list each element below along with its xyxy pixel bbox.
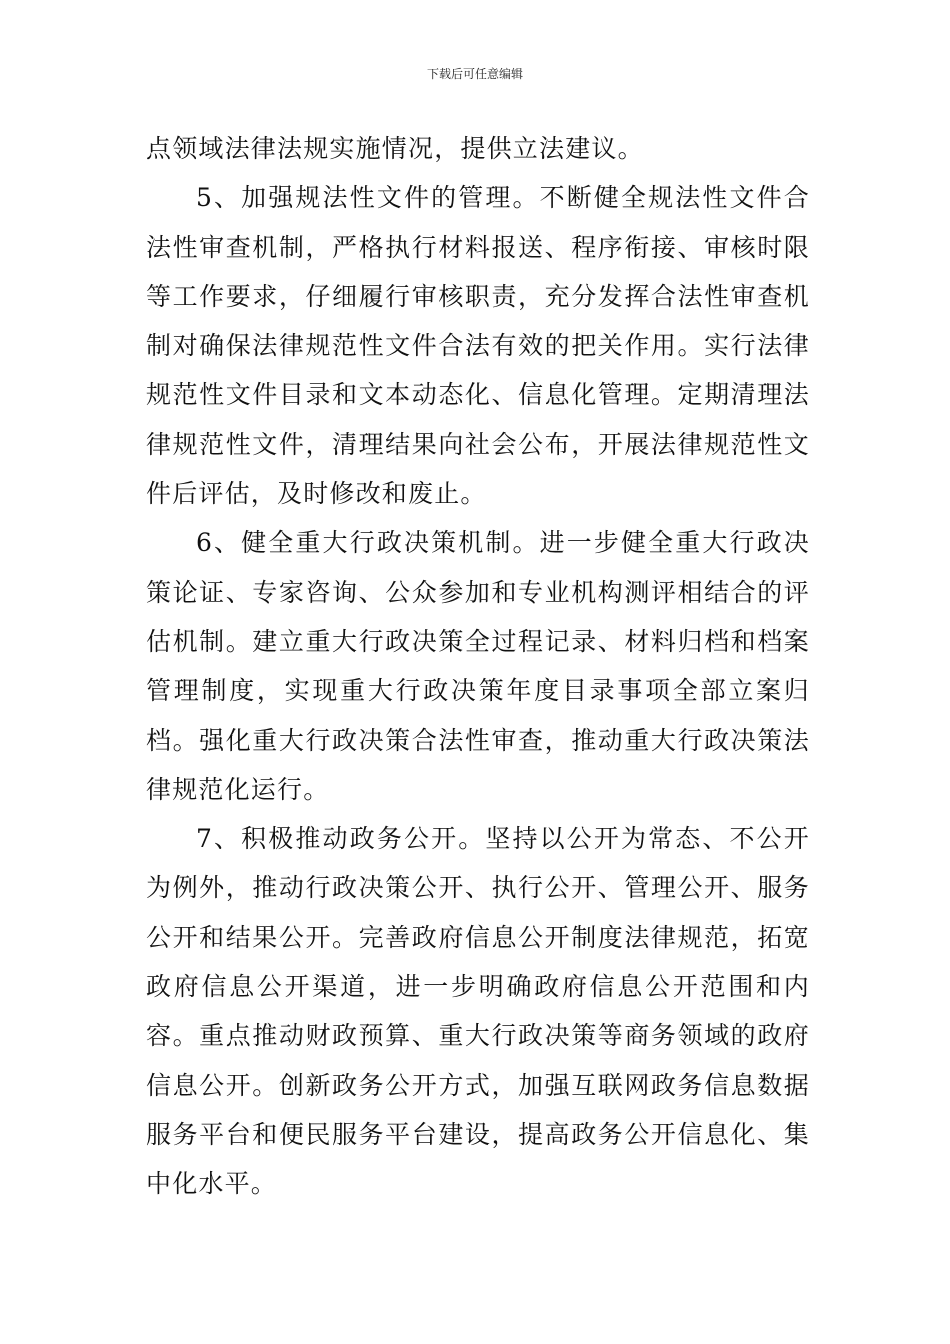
paragraph-item-5: 5、加强规法性文件的管理。不断健全规法性文件合法性审查机制，严格执行材料报送、程序衔接、审核时限等工作要求，仔细履行审核职责，充分发挥合法性审查机制对确保法律规范性文件合法有效的把关作用。实行法律规范性文件目录和文本动态化、信息化管理。定期清理法律规范性文件，清理结果向社会公布，开展法律规范性文件后评估，及时修改和废止。 <box>146 183 810 509</box>
paragraph-item-6: 6、健全重大行政决策机制。进一步健全重大行政决策论证、专家咨询、公众参加和专业机构测评相结合的评估机制。建立重大行政决策全过程记录、材料归档和档案管理制度，实现重大行政决策年度目录事项全部立案归档。强化重大行政决策合法性审查，推动重大行政决策法律规范化运行。 <box>146 528 810 804</box>
paragraph-item-7: 7、积极推动政务公开。坚持以公开为常态、不公开为例外，推动行政决策公开、执行公开、管理公开、服务公开和结果公开。完善政府信息公开制度法律规范，拓宽政府信息公开渠道，进一步明确政府信息公开范围和内容。重点推动财政预算、重大行政决策等商务领域的政府信息公开。创新政务公开方式，加强互联网政务信息数据服务平台和便民服务平台建设，提高政务公开信息化、集中化水平。 <box>146 824 810 1199</box>
paragraph-continuation: 点领域法律法规实施情况，提供立法建议。 <box>146 134 644 163</box>
page-header-note: 下载后可任意编辑 <box>426 67 523 81</box>
document-body <box>146 124 810 1209</box>
